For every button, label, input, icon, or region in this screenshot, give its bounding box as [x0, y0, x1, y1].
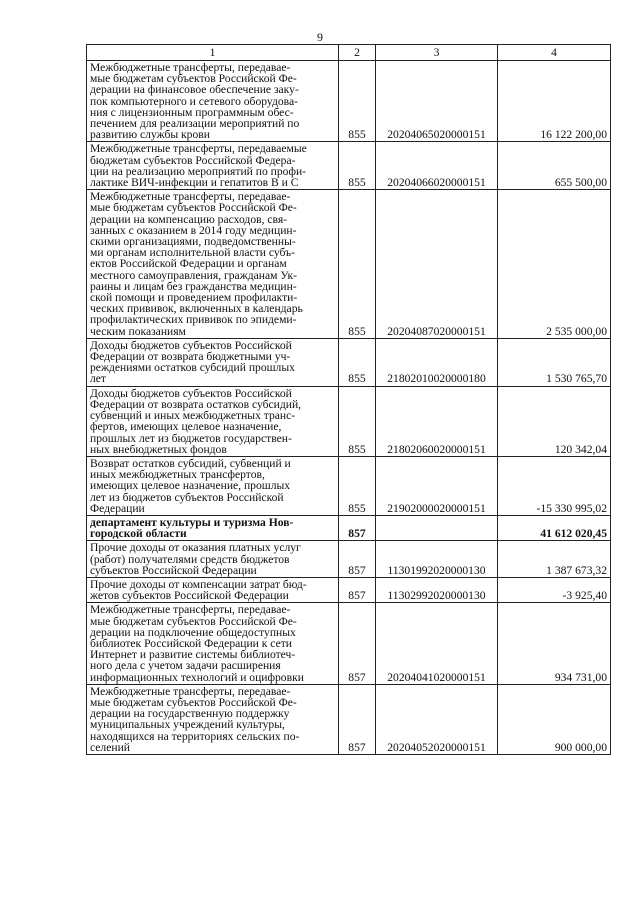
row-kbk-code: 20204065020000151 — [376, 61, 498, 142]
description-line: местного самоуправления, гражданам Ук- — [90, 268, 298, 282]
column-header-1: 1 — [87, 45, 339, 61]
description-line: ческим показаниям — [90, 324, 186, 338]
table-row — [87, 684, 611, 754]
row-admin-code: 857 — [339, 684, 376, 754]
row-kbk-code: 20204052020000151 — [376, 684, 498, 754]
description-line: раины и лицам без гражданства медицин- — [90, 279, 297, 293]
description-line: Возврат остатков субсидий, субвенций и — [90, 456, 291, 470]
row-description — [87, 456, 339, 515]
row-kbk-code: 21802010020000180 — [376, 338, 498, 386]
description-line: информационных технологий и оцифровки — [90, 670, 304, 684]
description-line: дерации на подключение общедоступных — [90, 625, 296, 639]
description-line: жетов субъектов Российской Федерации — [90, 589, 289, 603]
description-line: Межбюджетные трансферты, передавае- — [90, 190, 291, 204]
description-line: Прочие доходы от компенсации затрат бюд- — [90, 577, 307, 591]
row-description — [87, 515, 339, 540]
row-description — [87, 190, 339, 339]
row-kbk-code: 21902000020000151 — [376, 456, 498, 515]
description-line: лет из бюджетов субъектов Российской — [90, 490, 284, 504]
description-line: мые бюджетам субъектов Российской Фе- — [90, 614, 297, 628]
description-line: муниципальных учреждений культуры, — [90, 718, 285, 732]
description-line: Доходы бюджетов субъектов Российской — [90, 338, 292, 352]
description-line: Межбюджетные трансферты, передаваемые — [90, 142, 307, 156]
header-row — [87, 45, 611, 61]
description-line: Интернет и развитие системы библиотеч- — [90, 648, 296, 662]
row-amount: 2 535 000,00 — [498, 190, 611, 339]
row-admin-code: 855 — [339, 386, 376, 456]
description-line: пок компьютерного и сетевого оборудова- — [90, 94, 298, 108]
row-admin-code: 857 — [339, 603, 376, 684]
description-line: ческих прививок, включенных в календарь — [90, 302, 303, 316]
row-description — [87, 603, 339, 684]
row-amount: 934 731,00 — [498, 603, 611, 684]
description-line: скими организациями, подведомственны- — [90, 235, 296, 249]
row-amount: 1 530 765,70 — [498, 338, 611, 386]
row-admin-code: 855 — [339, 456, 376, 515]
row-admin-code: 857 — [339, 515, 376, 540]
column-header-4: 4 — [498, 45, 611, 61]
row-kbk-code — [376, 515, 498, 540]
row-kbk-code: 11302992020000130 — [376, 577, 498, 602]
description-line: субвенций и иных межбюджетных транс- — [90, 409, 296, 423]
description-line: занных с оказанием в 2014 году медицин- — [90, 223, 297, 237]
table-row — [87, 603, 611, 684]
budget-table-body — [87, 45, 611, 755]
description-line: библиотек Российской Федерации к сети — [90, 636, 293, 650]
row-description — [87, 142, 339, 190]
row-description — [87, 338, 339, 386]
description-line: лет — [90, 372, 106, 386]
description-line: ми органам исполнительной власти субъ- — [90, 246, 295, 260]
table-row — [87, 577, 611, 602]
row-kbk-code: 20204041020000151 — [376, 603, 498, 684]
description-line: департамент культуры и туризма Нов- — [90, 515, 294, 529]
table-row — [87, 190, 611, 339]
row-amount: 655 500,00 — [498, 142, 611, 190]
description-line: дерации на компенсацию расходов, свя- — [90, 212, 288, 226]
row-amount: -15 330 995,02 — [498, 456, 611, 515]
description-line: прошлых лет из бюджетов государствен- — [90, 431, 292, 445]
row-description — [87, 61, 339, 142]
row-amount: 16 122 200,00 — [498, 61, 611, 142]
description-line: лактике ВИЧ-инфекции и гепатитов В и С — [90, 176, 299, 190]
description-line: развитию службы крови — [90, 128, 210, 142]
description-line: дерации на государственную поддержку — [90, 707, 290, 721]
description-line: Межбюджетные трансферты, передавае- — [90, 684, 291, 698]
description-line: (работ) получателями средств бюджетов — [90, 552, 290, 566]
table-row — [87, 456, 611, 515]
description-line: мые бюджетам субъектов Российской Фе- — [90, 695, 297, 709]
description-line: ния с лицензионным программным обес- — [90, 105, 294, 119]
description-line: Межбюджетные трансферты, передавае- — [90, 61, 291, 74]
row-admin-code: 857 — [339, 541, 376, 578]
row-kbk-code: 11301992020000130 — [376, 541, 498, 578]
description-line: ного дела с учетом задачи расширения — [90, 659, 281, 673]
description-line: ектов Российской Федерации и органам — [90, 257, 287, 271]
description-line: Федерации от возврата остатков субсидий, — [90, 397, 302, 411]
description-line: мые бюджетам субъектов Российской Фе- — [90, 72, 297, 86]
page-number: 9 — [317, 30, 323, 44]
row-admin-code: 855 — [339, 142, 376, 190]
row-amount: 120 342,04 — [498, 386, 611, 456]
description-line: ных внебюджетных фондов — [90, 442, 227, 456]
column-header-3: 3 — [376, 45, 498, 61]
description-line: городской области — [90, 527, 187, 541]
description-line: бюджетам субъектов Российской Федера- — [90, 153, 296, 167]
row-amount: -3 925,40 — [498, 577, 611, 602]
column-header-2: 2 — [339, 45, 376, 61]
budget-table — [86, 44, 611, 755]
row-kbk-code: 20204066020000151 — [376, 142, 498, 190]
description-line: находящихся на территориях сельских по- — [90, 729, 300, 743]
row-description — [87, 577, 339, 602]
row-admin-code: 855 — [339, 190, 376, 339]
description-line: Доходы бюджетов субъектов Российской — [90, 386, 292, 400]
description-line: Межбюджетные трансферты, передавае- — [90, 603, 291, 617]
table-row — [87, 142, 611, 190]
description-line: мые бюджетам субъектов Российской Фе- — [90, 201, 297, 215]
table-row — [87, 338, 611, 386]
row-amount: 41 612 020,45 — [498, 515, 611, 540]
description-line: имеющих целевое назначение, прошлых — [90, 479, 291, 493]
description-line: Федерации от возврата бюджетными уч- — [90, 350, 291, 364]
row-kbk-code: 21802060020000151 — [376, 386, 498, 456]
description-line: селений — [90, 740, 130, 754]
description-line: Федерации — [90, 501, 145, 515]
row-description — [87, 386, 339, 456]
row-kbk-code: 20204087020000151 — [376, 190, 498, 339]
description-line: ской помощи и проведением профилакти- — [90, 291, 298, 305]
description-line: фертов, имеющих целевое назначение, — [90, 420, 282, 434]
description-line: печением для реализации мероприятий по — [90, 117, 300, 131]
row-admin-code: 855 — [339, 338, 376, 386]
table-row — [87, 541, 611, 578]
row-description — [87, 684, 339, 754]
table-row — [87, 61, 611, 142]
description-line: Прочие доходы от оказания платных услуг — [90, 541, 301, 555]
description-line: профилактических прививок по эпидеми- — [90, 313, 297, 327]
description-line: субъектов Российской Федерации — [90, 563, 257, 577]
table-row — [87, 515, 611, 540]
row-description — [87, 541, 339, 578]
row-amount: 900 000,00 — [498, 684, 611, 754]
description-line: реждениями остатков субсидий прошлых — [90, 361, 295, 375]
description-line: иных межбюджетных трансфертов, — [90, 468, 265, 482]
description-line: дерации на финансовое обеспечение заку- — [90, 83, 299, 97]
description-line: ции на реализацию мероприятий по профи- — [90, 164, 307, 178]
row-admin-code: 857 — [339, 577, 376, 602]
row-amount: 1 387 673,32 — [498, 541, 611, 578]
table-row — [87, 386, 611, 456]
row-admin-code: 855 — [339, 61, 376, 142]
